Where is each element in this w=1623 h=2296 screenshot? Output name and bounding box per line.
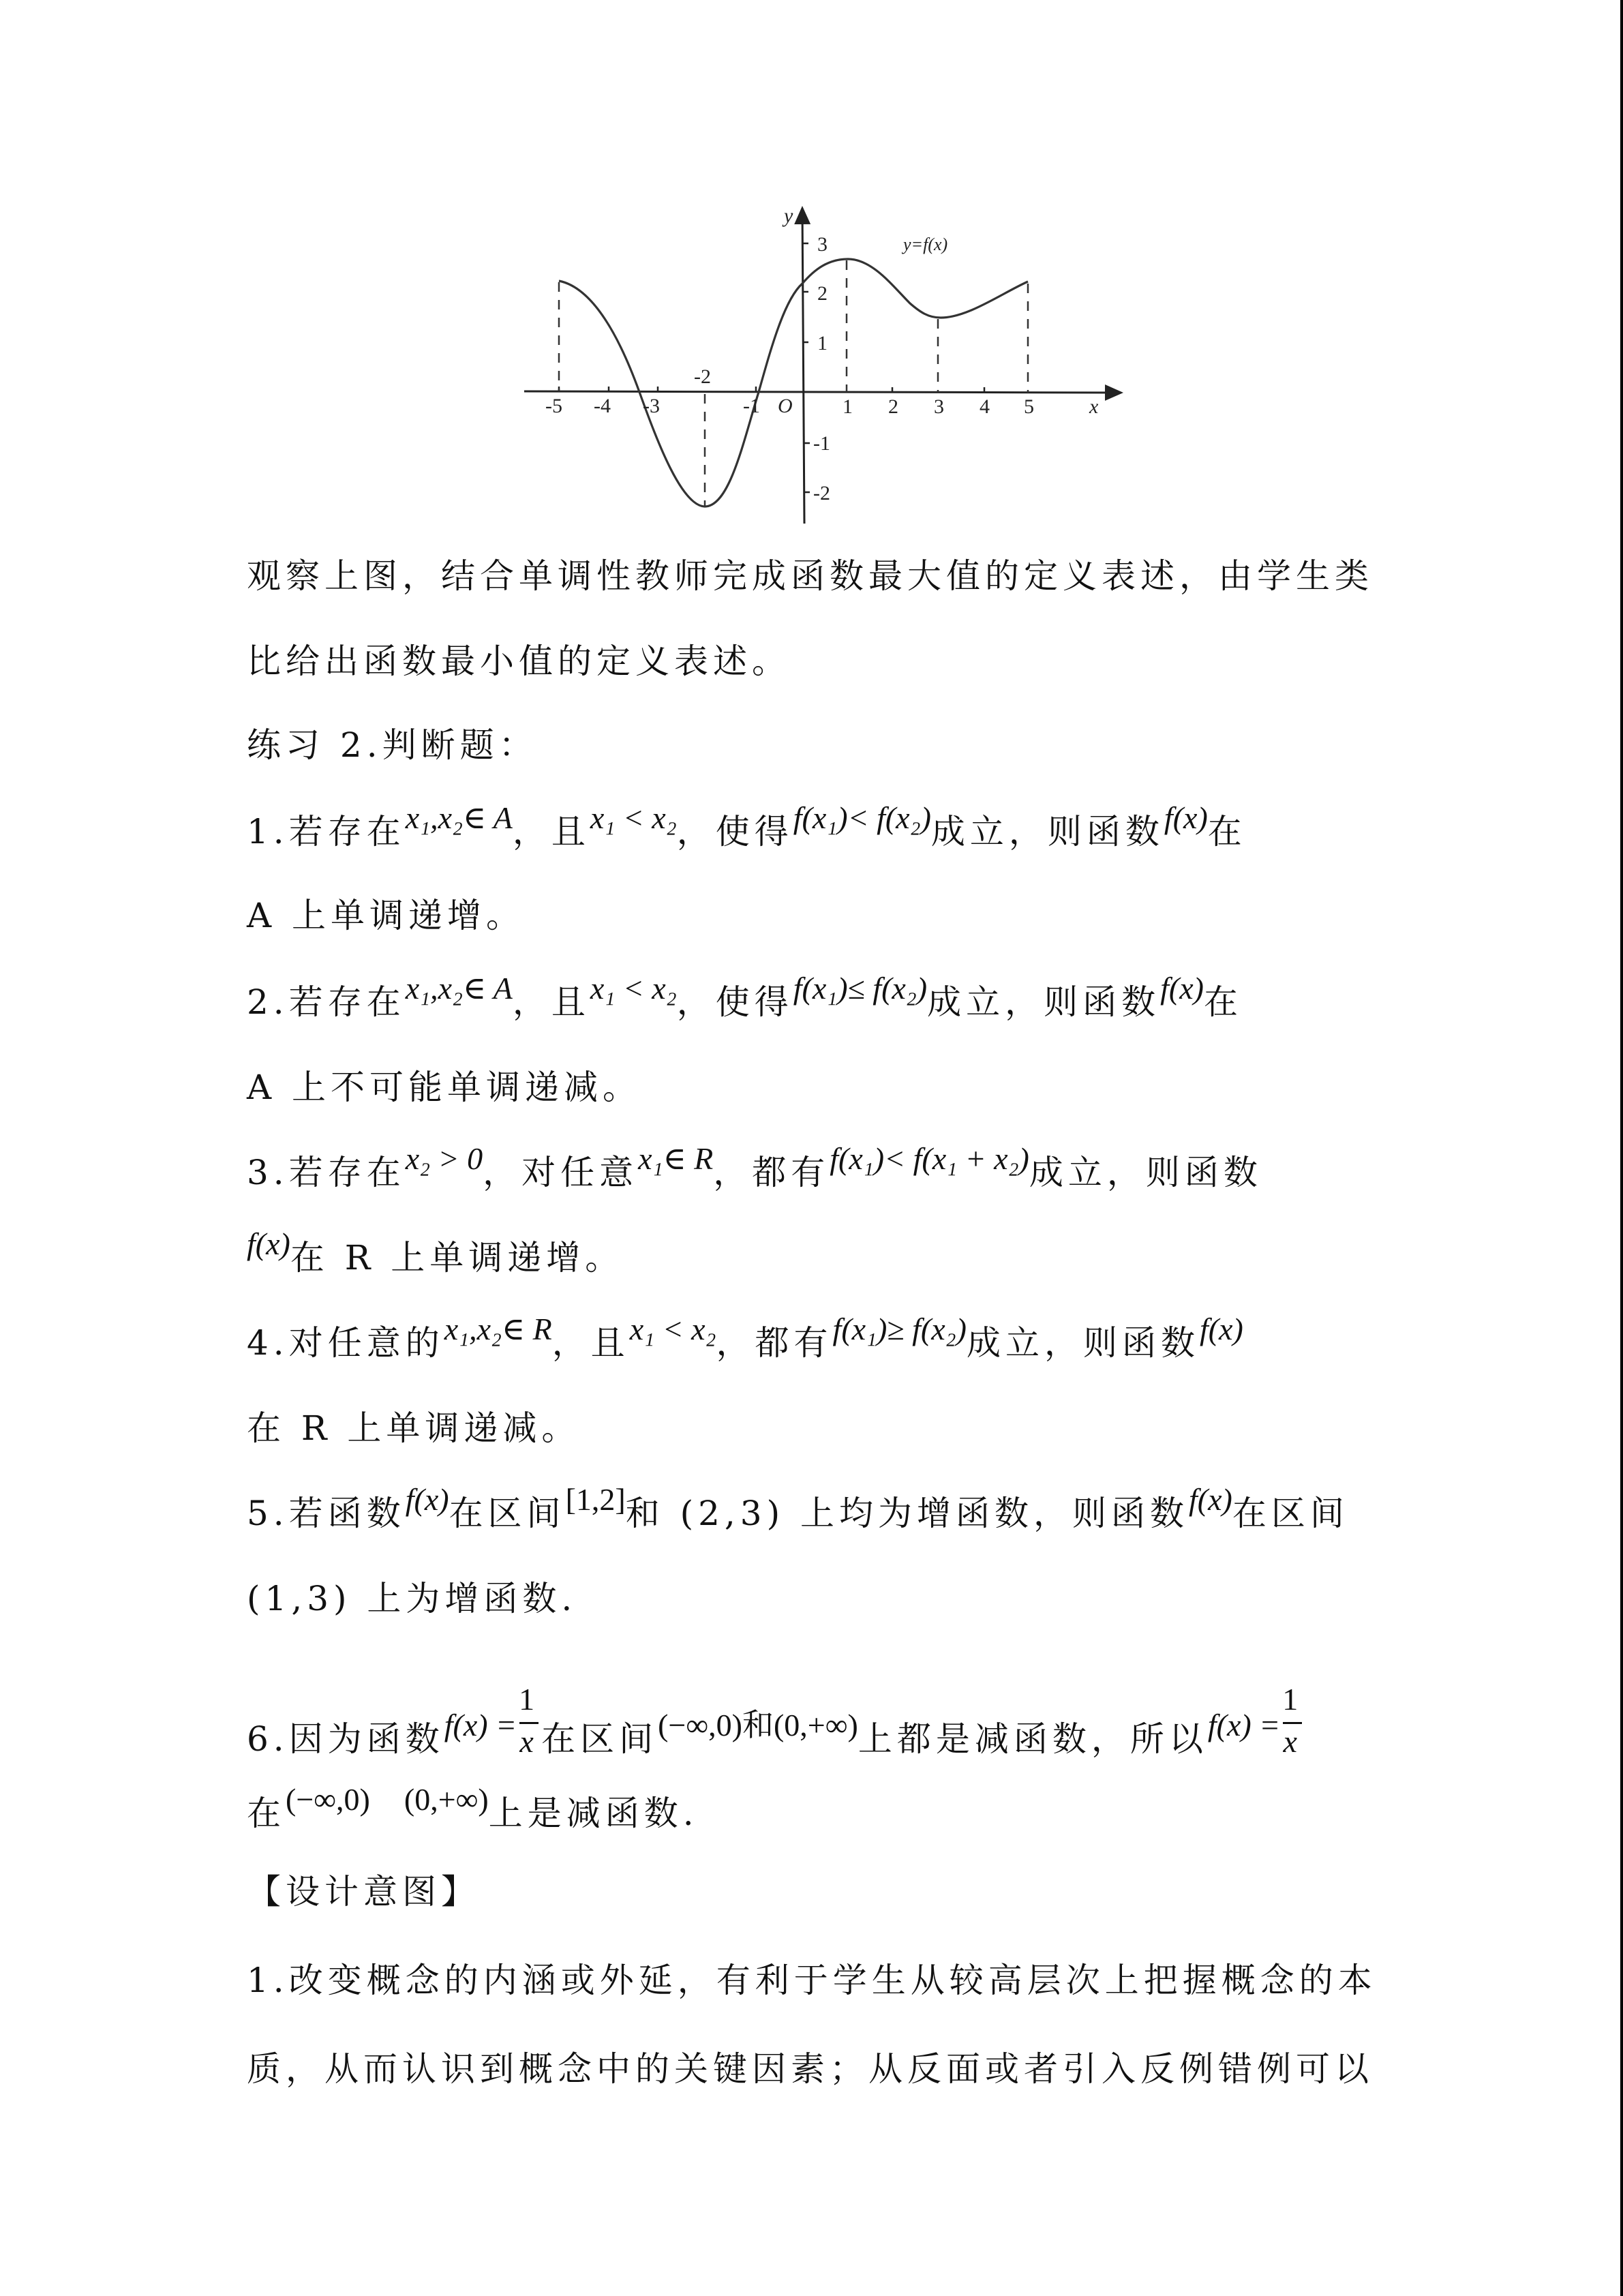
question-2-cont: A 上不可能单调递减。	[247, 1068, 642, 1107]
question-1-cont: A 上单调递增。	[247, 896, 526, 935]
question-6: 6.因为函数f(x) = $\frac{1}{x}$ 在区间(−∞,0)和(0,+∞)上都是减函数，所以f(x) = $\frac{1}{x}$	[247, 1704, 1305, 1779]
svg-text:-4: -4	[594, 395, 611, 417]
y-axis-label: y	[784, 205, 793, 227]
svg-text:-2: -2	[694, 365, 711, 388]
design-intent-line: 1.改变概念的内涵或外延，有利于学生从较高层次上把握概念的本	[247, 1961, 1377, 2000]
svg-text:-1: -1	[813, 432, 830, 455]
question-5-cont: (1,3) 上为增函数.	[247, 1579, 577, 1618]
question-2: 2.若存在x₁,x₂∈ A，且x₁ < x₂，使得f(x₁)≤ f(x₂)成立，则函数f(x)在	[247, 971, 1243, 1022]
exercise-title: 练习 2.判断题：	[247, 725, 538, 765]
y-axis	[802, 208, 804, 524]
svg-text:5: 5	[1024, 395, 1034, 418]
question-1: 1.若存在x₁,x₂∈ A，且x₁ < x₂，使得f(x₁)< f(x₂)成立，则函数f(x)在	[247, 800, 1247, 851]
svg-text:-2: -2	[813, 482, 830, 504]
function-graph	[518, 198, 1132, 539]
svg-text:-3: -3	[643, 395, 660, 417]
paragraph-line: 观察上图，结合单调性教师完成函数最大值的定义表述，由学生类	[247, 556, 1374, 596]
svg-text:4: 4	[980, 395, 990, 418]
design-intent-line: 质，从而认识到概念中的关键因素；从反面或者引入反例错例可以	[247, 2049, 1374, 2089]
fraction-one-over-x: $\frac{1}{x}$	[1282, 1682, 1303, 1759]
paragraph-line: 比给出函数最小值的定义表述。	[247, 641, 791, 681]
fraction-one-over-x: $\frac{1}{x}$	[519, 1682, 540, 1759]
question-4: 4.对任意的x₁,x₂∈ R，且x₁ < x₂，都有f(x₁)≥ f(x₂)成立，则函数f(x)	[247, 1312, 1243, 1363]
question-3: 3.若存在x₂ > 0，对任意x₁∈ R，都有f(x₁)< f(x₁ + x₂)成立，则函数	[247, 1141, 1262, 1192]
x-axis-label: x	[1089, 395, 1099, 418]
origin-label: O	[778, 395, 793, 417]
svg-text:-1: -1	[743, 395, 760, 417]
svg-text:1: 1	[843, 395, 853, 418]
question-4-cont: 在 R 上单调递减。	[247, 1408, 581, 1448]
svg-text:2: 2	[888, 395, 898, 418]
x-axis	[524, 391, 1121, 393]
function-curve	[559, 259, 1028, 507]
svg-text:2: 2	[817, 282, 828, 305]
page-right-border	[1620, 0, 1623, 2296]
curve-label: y=f(x)	[903, 235, 948, 254]
svg-text:1: 1	[817, 332, 828, 354]
question-5: 5.若函数f(x)在区间[1,2]和 (2,3) 上均为增函数，则函数f(x)在区间	[247, 1482, 1349, 1533]
svg-text:3: 3	[817, 233, 828, 256]
x-tick-label: -5	[545, 395, 562, 417]
dashed-guides	[559, 260, 1028, 506]
question-6-cont: 在(−∞,0) (0,+∞)上是减函数.	[247, 1782, 699, 1833]
svg-text:3: 3	[934, 395, 944, 418]
question-3-cont: f(x)在 R 上单调递增。	[247, 1226, 624, 1278]
design-intent-title: 【设计意图】	[247, 1872, 480, 1912]
